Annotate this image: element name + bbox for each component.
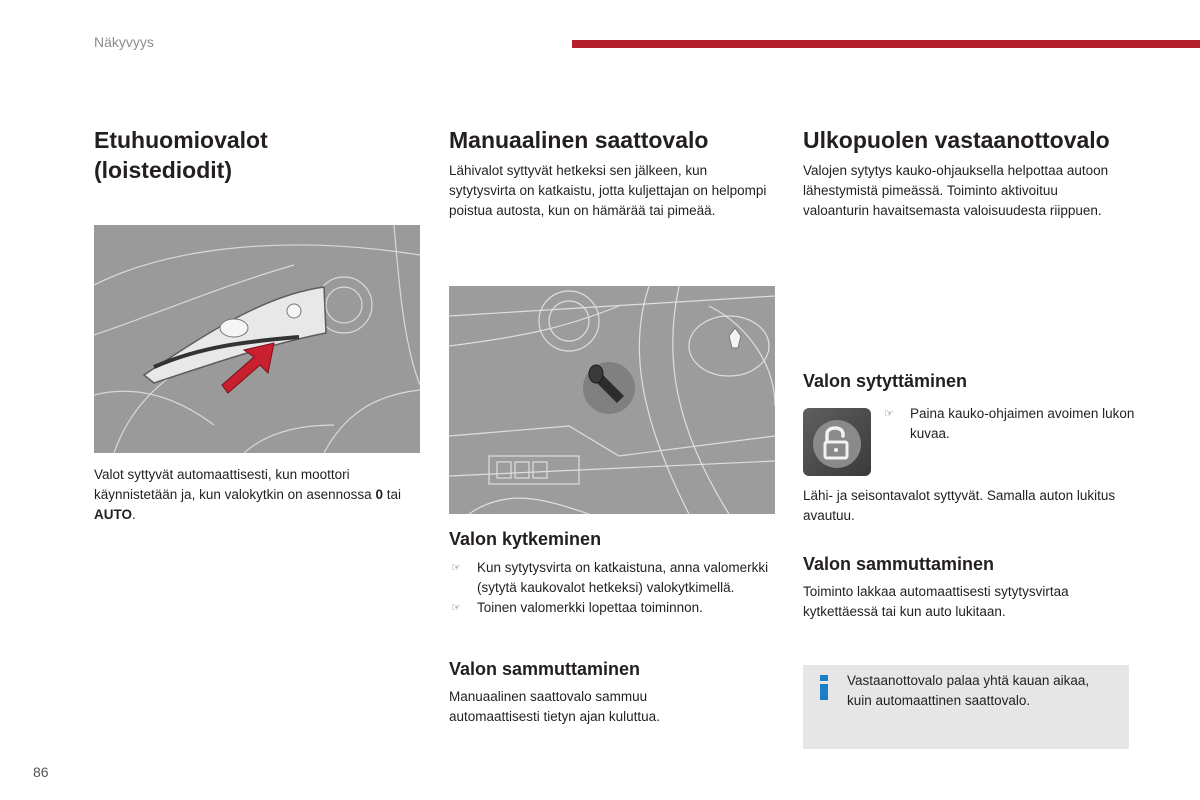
follow-me-off-section	[449, 657, 775, 727]
daytime-text-part: Valot syttyvät automaattisesti, kun moottori käynnistetään ja, kun valokytkin on asennossa	[94, 467, 376, 502]
section-label: Näkyvyys	[94, 34, 154, 50]
daytime-text-part: .	[132, 507, 136, 522]
pointing-hand-icon: ☞	[451, 562, 461, 574]
headlamp-led-icon	[94, 225, 420, 453]
dashboard-illustration	[449, 286, 775, 514]
pointing-hand-icon: ☞	[451, 602, 461, 614]
welcome-on-heading: Valon sytyttäminen	[803, 371, 968, 391]
daytime-text-part: tai	[382, 487, 401, 502]
headlamp-illustration	[94, 225, 420, 453]
list-item	[449, 558, 775, 598]
list-item	[882, 404, 1160, 444]
bullet-text: Kun sytytysvirta on katkaistuna, anna valomerkki (sytytä kaukovalot hetkeksi) valokytkimellä.	[477, 560, 769, 595]
welcome-on-section	[803, 369, 1133, 393]
info-note	[803, 665, 1129, 749]
title-follow-me-home: Manuaalinen saattovalo	[449, 127, 709, 153]
title-welcome-light: Ulkopuolen vastaanottovalo	[803, 127, 1110, 153]
column-welcome-light	[803, 125, 1133, 221]
unlock-button-icon	[803, 408, 871, 476]
pointing-hand-icon: ☞	[884, 408, 894, 420]
unlock-icon	[803, 408, 871, 476]
list-item	[449, 598, 775, 618]
bullet-text: Toinen valomerkki lopettaa toiminnon.	[477, 600, 703, 615]
header-accent-rule	[572, 40, 1200, 48]
page-number: 86	[33, 764, 49, 780]
title-daytime-lights: Etuhuomiovalot (loistediodit)	[94, 127, 268, 183]
bullet-text: Paina kauko-ohjaimen avoimen lukon kuvaa.	[910, 406, 1135, 441]
info-text: Vastaanottovalo palaa yhtä kauan aikaa, kuin automaattinen saattovalo.	[847, 673, 1090, 708]
light-stalk-icon	[449, 286, 775, 514]
follow-me-off-heading: Valon sammuttaminen	[449, 659, 641, 679]
welcome-on-result: Lähi- ja seisontavalot syttyvät. Samalla auton lukitus avautuu.	[803, 488, 1116, 523]
position-auto-label: AUTO	[94, 507, 133, 522]
info-icon	[817, 673, 831, 701]
follow-me-off-text: Manuaalinen saattovalo sammuu automaattisesti tietyn ajan kuluttua.	[449, 689, 660, 724]
daytime-lights-text	[94, 465, 420, 525]
switching-heading: Valon kytkeminen	[449, 529, 602, 549]
welcome-off-heading: Valon sammuttaminen	[803, 554, 995, 574]
column-daytime-lights	[94, 125, 424, 185]
switching-section	[449, 527, 775, 618]
position-0-label: 0	[375, 487, 383, 502]
welcome-off-text: Toiminto lakkaa automaattisesti sytytysvirtaa kytkettäessä tai kun auto lukitaan.	[803, 584, 1069, 619]
welcome-off-section	[803, 552, 1129, 622]
follow-me-home-intro: Lähivalot syttyvät hetkeksi sen jälkeen, kun sytytysvirta on katkaistu, jotta kuljettajan on helpompi poistua autosta, kun on hämärää tai pimeää.	[449, 163, 767, 218]
welcome-light-intro: Valojen sytytys kauko-ohjauksella helpottaa autoon lähestymistä pimeässä. Toiminto aktivoituu valoanturin havaitsemasta valoisuudesta riippuen.	[803, 163, 1109, 218]
column-follow-me-home	[449, 125, 779, 221]
